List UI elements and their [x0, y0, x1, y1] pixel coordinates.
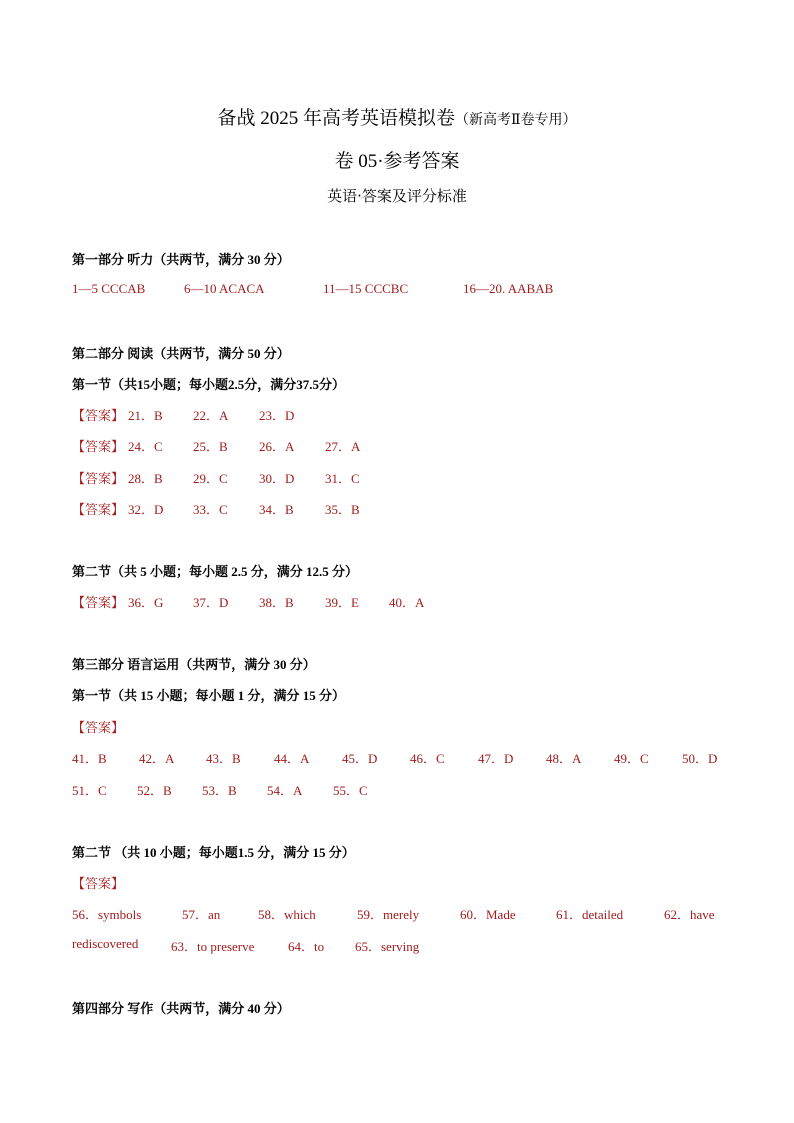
answer-item: 16—20. AABAB [463, 281, 554, 296]
answer-item: 58．which [258, 907, 316, 922]
answer-item: 39．E [325, 595, 359, 610]
answer-item: 34．B [259, 502, 294, 517]
answer-item: 62．have [664, 907, 715, 922]
answer-item: 65．serving [355, 939, 420, 954]
answer-item: 57．an [182, 907, 221, 922]
answer-tag: 【答案】 [72, 408, 125, 423]
answer-item: 1—5 CCCAB [72, 281, 146, 296]
document-title: 备战 2025 年高考英语模拟卷（新高考Ⅱ卷专用） [217, 108, 577, 129]
answer-item: 49．C [614, 751, 649, 766]
answer-item: 53．B [202, 783, 237, 798]
answer-item: 48．A [546, 751, 582, 766]
answer-item: 63．to preserve [171, 939, 255, 954]
part3-section1-heading: 第一节（共 15 小题；每小题 1 分，满分 15 分） [72, 688, 346, 703]
part2-heading: 第二部分 阅读（共两节，满分 50 分） [72, 346, 290, 361]
answer-item: 36．G [128, 595, 164, 610]
part2-section2-heading: 第二节（共 5 小题；每小题 2.5 分，满分 12.5 分） [72, 564, 359, 579]
answer-item: 42．A [139, 751, 175, 766]
answer-item: 30．D [259, 471, 295, 486]
answer-item: 40．A [389, 595, 425, 610]
answer-item: 51．C [72, 783, 107, 798]
answer-item: 22．A [193, 408, 229, 423]
answer-item: 33．C [193, 502, 228, 517]
answer-item: 54．A [267, 783, 303, 798]
answer-item: 47．D [478, 751, 514, 766]
answer-item: 56．symbols [72, 907, 142, 922]
part3-heading: 第三部分 语言运用（共两节，满分 30 分） [72, 657, 316, 672]
answer-item: 64．to [288, 939, 325, 954]
document-subtitle: 卷 05·参考答案 [334, 151, 460, 172]
document-subheading: 英语·答案及评分标准 [327, 187, 467, 205]
answer-tag: 【答案】 [72, 876, 125, 891]
answer-item: 25．B [193, 439, 228, 454]
answer-tag: 【答案】 [72, 720, 125, 735]
answer-item: 23．D [259, 408, 295, 423]
answer-tag: 【答案】 [72, 502, 125, 517]
answer-item: 60．Made [460, 907, 516, 922]
answer-item: 50．D [682, 751, 718, 766]
answer-item: 38．B [259, 595, 294, 610]
answer-item: 31．C [325, 471, 360, 486]
answer-item: 28．B [128, 471, 163, 486]
answer-item: 61．detailed [556, 907, 624, 922]
answer-item: 45．D [342, 751, 378, 766]
part3-section2-heading: 第二节 （共 10 小题；每小题1.5 分，满分 15 分） [72, 845, 355, 860]
answer-item: 37．D [193, 595, 229, 610]
answer-item: 27．A [325, 439, 361, 454]
part1-heading: 第一部分 听力（共两节，满分 30 分） [72, 252, 290, 267]
answer-item: 44．A [274, 751, 310, 766]
answer-item: 21．B [128, 408, 163, 423]
answer-tag: 【答案】 [72, 595, 125, 610]
part2-section1-heading: 第一节（共15小题；每小题2.5分，满分37.5分） [72, 377, 346, 392]
part4-heading: 第四部分 写作（共两节，满分 40 分） [72, 1001, 290, 1016]
answer-item: 43．B [206, 751, 241, 766]
answer-item: 29．C [193, 471, 228, 486]
answer-item: 59．merely [357, 907, 420, 922]
answer-item: 46．C [410, 751, 445, 766]
answer-item: 55．C [333, 783, 368, 798]
answer-item: 11—15 CCCBC [323, 281, 409, 296]
answer-item: rediscovered [72, 936, 139, 951]
answer-item: 41．B [72, 751, 107, 766]
answer-item: 24．C [128, 439, 163, 454]
answer-item: 32．D [128, 502, 164, 517]
answer-tag: 【答案】 [72, 471, 125, 486]
answer-item: 35．B [325, 502, 360, 517]
answer-item: 52．B [137, 783, 172, 798]
answer-tag: 【答案】 [72, 439, 125, 454]
answer-item: 26．A [259, 439, 295, 454]
answer-item: 6—10 ACACA [184, 281, 265, 296]
